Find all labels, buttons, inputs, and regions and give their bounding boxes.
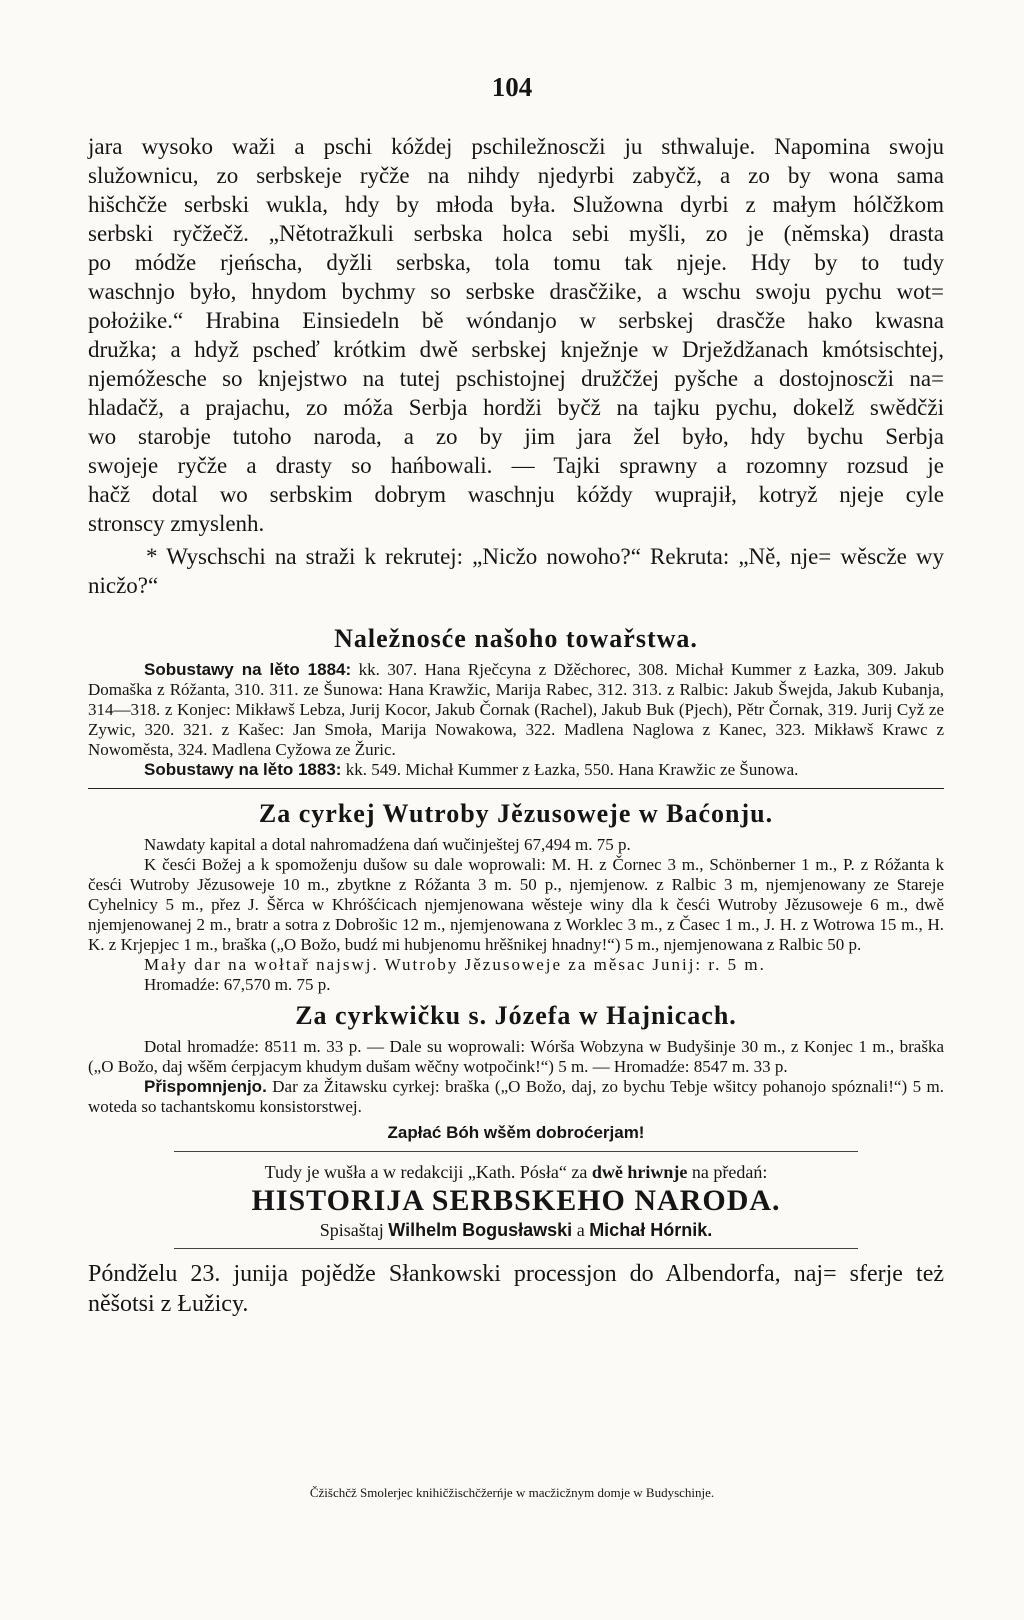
society-section-title: Naležnosće našoho towařstwa.: [334, 624, 698, 653]
church-bacon-total-text: Hromadźe: 67,570 m. 75 p.: [144, 975, 331, 994]
book-authors: [88, 1220, 944, 1240]
church-hajnicy-note: [88, 1077, 944, 1117]
thanks-line: Zapłać Bóh wšěm dobroćerjam!: [387, 1123, 645, 1142]
printer-footer: Čžišchčž Smolerjec knihičžischčžerńje w macžicžnym domje w Budyschinje.: [309, 1485, 715, 1500]
fraktur-article: [88, 132, 944, 538]
society-section: [88, 624, 944, 780]
members-1883-label: Sobustawy na lěto 1883:: [144, 760, 342, 779]
divider-thin-2: [174, 1248, 859, 1249]
fraktur-line: hladačž, a prajachu, zo móža Serbja hordži byčž na tajku pychu, dokelž swědčži: [88, 395, 944, 420]
content-column: [88, 132, 944, 1319]
advert-line-c: na předań:: [691, 1162, 768, 1182]
church-bacon-p1: [88, 835, 944, 855]
divider-thin: [174, 1151, 859, 1152]
fraktur-line: swojeje ryčže a drasty so hańbowali. — Tajki sprawny a rozomny rozsud je: [88, 453, 944, 478]
church-hajnicy-title: Za cyrkwičku s. Józefa w Hajnicach.: [295, 1001, 737, 1030]
fraktur-line: njemóžesche so knjejstwo na tutej pschistojnej družčžej pyšche a dostojnoscži na=: [88, 366, 944, 391]
authors-and: a: [576, 1220, 585, 1240]
author-2: Michał Hórnik.: [589, 1220, 713, 1240]
book-title: HISTORIJA SERBSKEHO NARODA.: [251, 1184, 781, 1217]
fraktur-line: služownicu, zo serbskeje ryčže na nihdy njedyrbi zabyčž, a zo by wona sama: [88, 163, 944, 188]
page-number: 104: [491, 72, 533, 102]
church-bacon-section: [88, 799, 944, 995]
fraktur-line: po módže rjeńscha, dyžli serbska, tola tomu tak njeje. Hdy by to tudy: [88, 250, 944, 275]
fraktur-line: wo starobje tutoho naroda, a zo by jim jara žel było, hdy bychu Serbja: [88, 424, 944, 449]
fraktur-line: jara wysoko waži a pschi kóždej pschiležnoscži ju sthwaluje. Napomina swoju: [88, 134, 944, 159]
fraktur-line: družka; a hdyž pscheď krótkim dwě serbskej knježnje w Drježdžanach kmótsischtej,: [88, 337, 944, 362]
advert-price: dwě hriwnje: [591, 1162, 688, 1182]
procession-announcement: Póndželu 23. junija pojědže Słankowski processjon do Albendorfa, naj= sferje też něšotsi z Łužicy.: [88, 1261, 944, 1317]
members-1884-label: Sobustawy na lěto 1884:: [144, 660, 352, 679]
members-1884-text: kk. 307. Hana Rječcyna z Džěchorec, 308. Michał Kummer z Łazka, 309. Jakub Domaška z Róžanta, 310. 311. ze Šunowa: Hana Krawžic, Marija Rabec, 312. 313. z Ralbic: Jakub Šwejda, Jakub Kubanja, 314—318. z Konjec: Mikławš Lebza, Jurij Kocor, Jakub Čornak (Rachel), Jakub Buk (Pjech), Pětr Čornak, 319. Jurij Cyž ze Zywic, 320. 321. z Kašec: Jan Smoła, Marija Nowakowa, 322. Madlena Naglowa z Kanec, 323. Mikławš Krawc z Nowoměsta, 324. Madlena Cyžowa ze Žuric.: [88, 660, 944, 759]
authors-prefix: Spisaštaj: [319, 1220, 384, 1240]
advert-line-a: Tudy je wušła a w redakciji „Kath. Pósła“ za: [264, 1162, 588, 1182]
church-bacon-p2-text: K česći Božej a k spomoženju dušow su dale woprowali: M. H. z Čornec 3 m., Schönberner 1 m., P. z Róžanta k česći Wutroby Jězusoweje 10 m., zbytkne z Róžanta 3 m. 50 p., njemjenow. z Ralbic 3 m, njemjenowany ze Stareje Cyhelnicy 5 m., přez J. Šěrca w Khróšćicach njemjenowana wěsteje winy dla k česći Wutroby Jězusoweje 6 m., dwě njemjenowanej 2 m., bratr a sotra z Dobrošic 12 m., njemjenowana z Worklec 3 m., z Časec 1 m., J. H. z Wotrowa 15 m., H. K. z Krjepjec 1 m., braška („O Božo, budź mi hubjenomu hrěšnikej hnadny!“) 5 m., njemjenowana z Ralbic 50 p.: [88, 855, 944, 954]
advert: [88, 1162, 944, 1240]
fraktur-line: waschnjo było, hnydom bychmy so serbske drasčžike, a wschu swoju pychu wot=: [88, 279, 944, 304]
church-bacon-total: [88, 975, 944, 995]
members-1884: [88, 660, 944, 760]
fraktur-line: serbski ryčžečž. „Nětotražkuli serbska holca sebi myšli, zo je (němska) drasta: [88, 221, 944, 246]
note-text: Dar za Žitawsku cyrkej: braška („O Božo, daj, zo bychu Tebje wšitcy pohanojo spóznali!“) 5 m. woteda so tachantskomu konsistorstwej.: [88, 1077, 944, 1116]
church-bacon-p3-text: Mały dar na wołtař najswj. Wutroby Jězusoweje za měsac Junij: r. 5 m.: [144, 955, 766, 974]
church-bacon-p3: [88, 955, 944, 975]
church-bacon-title: Za cyrkej Wutroby Jězusoweje w Baćonju.: [258, 799, 774, 828]
fraktur-line: położike.“ Hrabina Einsiedeln bě wóndanjo w serbskej drasčže hako kwasna: [88, 308, 944, 333]
fraktur-line: hačž dotal wo serbskim dobrym waschnju kóždy wuprajił, kotryž njeje cyle: [88, 482, 944, 507]
divider: [88, 788, 944, 789]
church-bacon-p2: [88, 855, 944, 955]
note-label: Přispomnjenjo.: [144, 1077, 267, 1096]
members-1883: [88, 760, 944, 780]
author-1: Wilhelm Bogusławski: [388, 1220, 573, 1240]
church-hajnicy-section: [88, 1001, 944, 1143]
church-hajnicy-p1: [88, 1037, 944, 1077]
advert-line: [88, 1162, 944, 1182]
church-bacon-p1-text: Nawdaty kapital a dotal nahromadźena dań wučinještej 67,494 m. 75 p.: [144, 835, 631, 854]
fraktur-line: stronscy zmyslenh.: [88, 511, 265, 536]
church-hajnicy-p1-text: Dotal hromadźe: 8511 m. 33 p. — Dale su woprowali: Wórša Wobzyna w Budyšinje 30 m., z Konjec 1 m., braška („O Božo, daj wšěm ćerpjacym khudym dušam wěčny wotpočink!“) 5 m. — Hromadźe: 8547 m. 33 p.: [88, 1037, 944, 1076]
fraktur-line: hišchčže serbski wukla, hdy by młoda była. Služowna dyrbi z małym hólčžkom: [88, 192, 944, 217]
members-1883-text: kk. 549. Michał Kummer z Łazka, 550. Hana Krawžic ze Šunowa.: [345, 760, 799, 779]
joke-paragraph: * Wyschschi na straži k rekrutej: „Nicžo nowoho?“ Rekruta: „Ně, nje= wěscže wy nicžo?“: [88, 544, 944, 598]
